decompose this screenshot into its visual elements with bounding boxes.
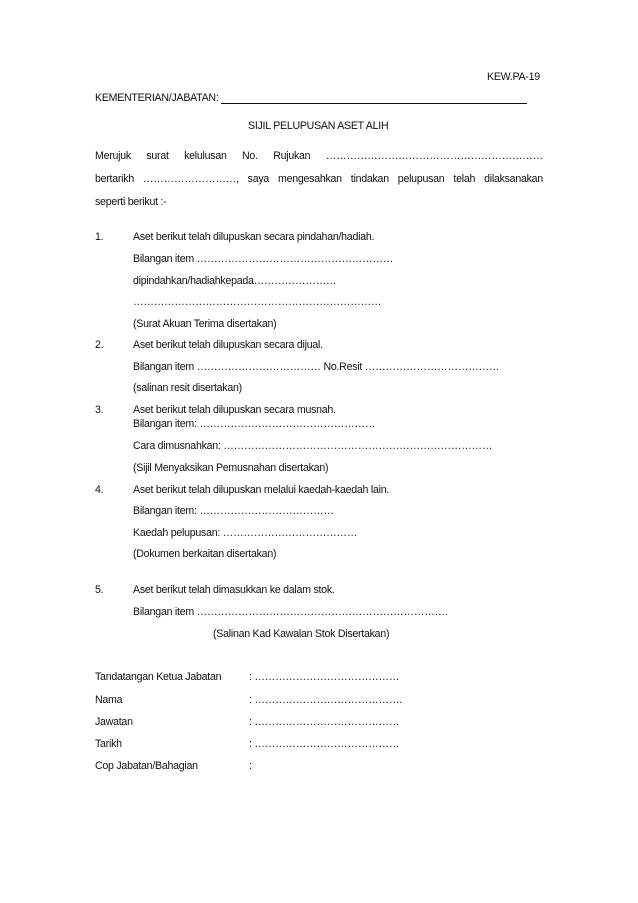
date-value: : …………………………………… bbox=[249, 738, 400, 750]
intro-line-3: seperti berikut :- bbox=[95, 196, 167, 208]
intro-line-1: Merujuk surat kelulusan No. Rujukan ……………………………………………………… bbox=[95, 150, 543, 162]
item-5-line-1: Aset berikut telah dimasukkan ke dalam stok. bbox=[133, 584, 335, 596]
item-3-line-3: Cara dimusnahkan: …………………………………………………………………… bbox=[133, 440, 493, 452]
item-1-line-1: Aset berikut telah dilupuskan secara pindahan/hadiah. bbox=[133, 231, 375, 243]
item-3-number: 3. bbox=[95, 404, 104, 416]
item-2-line-2: Bilangan item ……………………………… No.Resit ………………………………… bbox=[133, 361, 500, 373]
position-value: : …………………………………… bbox=[249, 716, 400, 728]
item-4-number: 4. bbox=[95, 484, 104, 496]
item-3-line-4: (Sijil Menyaksikan Pemusnahan disertakan) bbox=[133, 462, 329, 474]
item-1-line-4: ……………………………………………………………… bbox=[133, 296, 382, 308]
form-code: KEW.PA-19 bbox=[487, 71, 540, 83]
position-label: Jawatan bbox=[95, 716, 133, 728]
document-title: SIJIL PELUPUSAN ASET ALIH bbox=[248, 120, 389, 132]
stamp-label: Cop Jabatan/Bahagian bbox=[95, 760, 198, 772]
item-1-line-3: dipindahkan/hadiahkepada…………………… bbox=[133, 275, 337, 287]
item-3-line-2: Bilangan item: …………………………………………… bbox=[133, 418, 376, 430]
item-5-line-3: (Salinan Kad Kawalan Stok Disertakan) bbox=[213, 628, 390, 640]
item-2-number: 2. bbox=[95, 339, 104, 351]
item-2-line-1: Aset berikut telah dilupuskan secara dijual. bbox=[133, 339, 323, 351]
item-1-line-5: (Surat Akuan Terima disertakan) bbox=[133, 318, 277, 330]
item-5-number: 5. bbox=[95, 584, 104, 596]
ministry-blank-line bbox=[221, 92, 527, 104]
item-4-line-3: Kaedah pelupusan: ………………………………… bbox=[133, 527, 358, 539]
name-value: : ……………………………………. bbox=[249, 694, 402, 706]
item-2-line-3: (salinan resit disertakan) bbox=[133, 382, 242, 394]
item-4-line-4: (Dokumen berkaitan disertakan) bbox=[133, 548, 277, 560]
stamp-value: : bbox=[249, 760, 252, 772]
intro-line-2: bertarikh ………………………, saya mengesahkan tindakan pelupusan telah dilaksanakan bbox=[95, 173, 543, 185]
signature-label: Tandatangan Ketua Jabatan bbox=[95, 671, 222, 683]
date-label: Tarikh bbox=[95, 738, 122, 750]
item-4-line-2: Bilangan item: ………………………………… bbox=[133, 505, 334, 517]
item-5-line-2: Bilangan item ………………………………………………………………. bbox=[133, 606, 448, 618]
ministry-label: KEMENTERIAN/JABATAN: bbox=[95, 92, 219, 104]
signature-value: : …………………………………… bbox=[249, 671, 400, 683]
name-label: Nama bbox=[95, 694, 123, 706]
item-3-line-1: Aset berikut telah dilupuskan secara musnah. bbox=[133, 404, 336, 416]
item-1-number: 1. bbox=[95, 231, 104, 243]
item-1-line-2: Bilangan item ………………………………………………… bbox=[133, 253, 394, 265]
item-4-line-1: Aset berikut telah dilupuskan melalui kaedah-kaedah lain. bbox=[133, 484, 390, 496]
ministry-line bbox=[95, 92, 527, 104]
